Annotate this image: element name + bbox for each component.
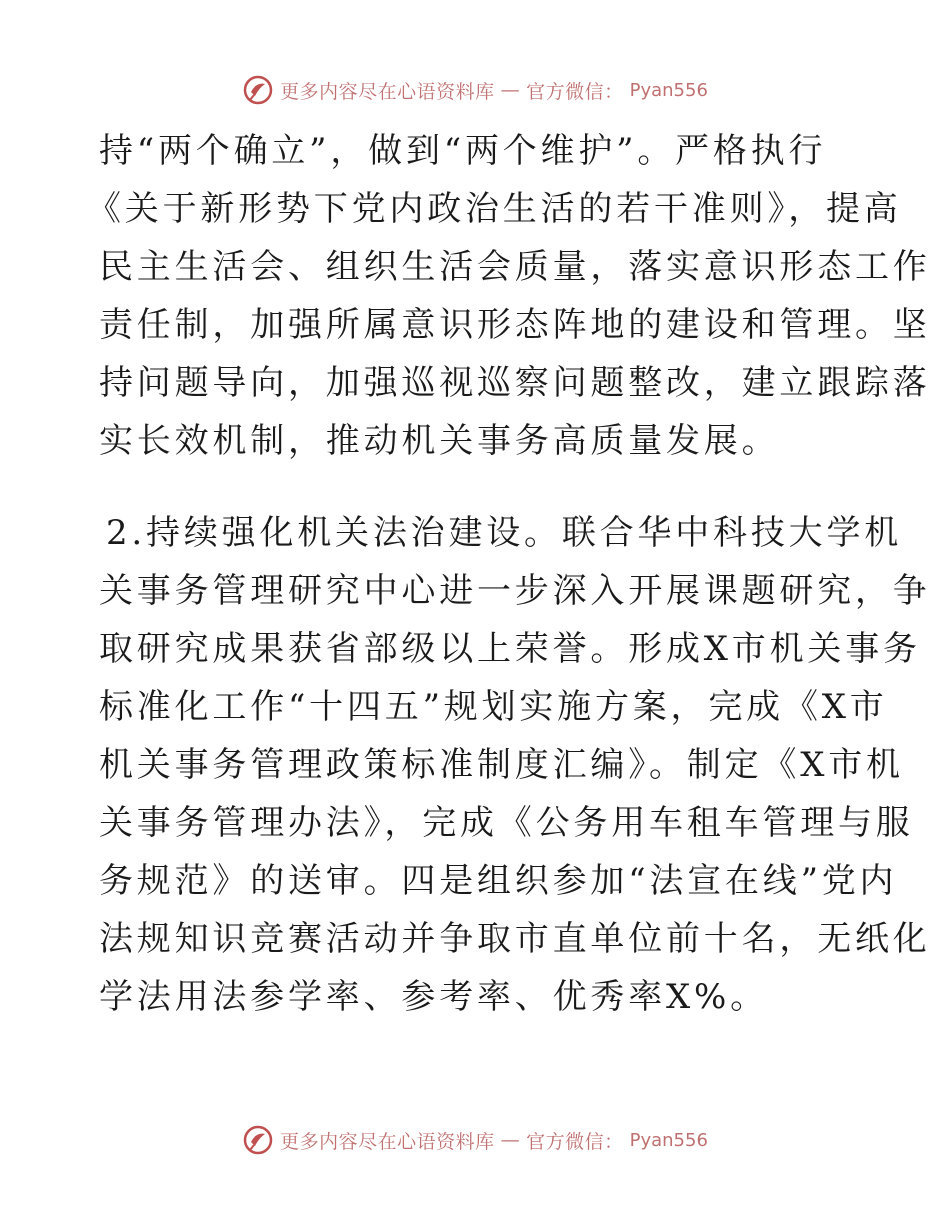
- watermark-separator: —: [500, 79, 521, 101]
- text-line: 持问题导向，加强巡视巡察问题整改，建立跟踪落: [99, 363, 931, 403]
- text-line: 务规范》的送审。四是组织参加“法宣在线”党内: [99, 861, 898, 901]
- text-line: 机关事务管理政策标准制度汇编》。制定《X市机: [99, 745, 904, 785]
- watermark-separator: —: [500, 1129, 521, 1151]
- watermark-logo-icon: [242, 1124, 274, 1156]
- watermark-title: 更多内容尽在心语资料库: [280, 1130, 495, 1153]
- text-line: 取研究成果获省部级以上荣誉。形成X市机关事务: [99, 629, 921, 669]
- text-line: 标准化工作“十四五”规划实施方案，完成《X市: [99, 687, 888, 727]
- text-line: 责任制，加强所属意识形态阵地的建设和管理。坚: [99, 305, 931, 345]
- paragraph-1: [87, 122, 931, 470]
- text-line: 民主生活会、组织生活会质量，落实意识形态工作: [99, 247, 931, 287]
- watermark-label: 官方微信：: [526, 80, 624, 103]
- text-line: 2.持续强化机关法治建设。联合华中科技大学机: [106, 513, 903, 553]
- watermark-title: 更多内容尽在心语资料库: [280, 80, 495, 103]
- text-line: 法规知识竞赛活动并争取市直单位前十名，无纸化: [99, 919, 931, 959]
- watermark-wechat-id: Pyan556: [629, 79, 708, 101]
- text-line: 关事务管理研究中心进一步深入开展课题研究，争: [99, 571, 931, 611]
- text-line: 实长效机制，推动机关事务高质量发展。: [99, 421, 780, 461]
- text-line: 《关于新形势下党内政治生活的若干准则》，提高: [87, 189, 902, 229]
- text-line: 持“两个确立”，做到“两个维护”。严格执行: [99, 131, 827, 171]
- footer-watermark: [0, 1120, 950, 1160]
- watermark-label: 官方微信：: [526, 1130, 624, 1153]
- watermark-wechat-id: Pyan556: [629, 1129, 708, 1151]
- text-line: 学法用法参学率、参考率、优秀率X%。: [99, 977, 768, 1017]
- paragraph-2: [99, 504, 931, 1026]
- watermark-logo-icon: [242, 74, 274, 106]
- document-body: [87, 122, 931, 1026]
- text-line: 关事务管理办法》，完成《公务用车租车管理与服: [99, 803, 914, 843]
- header-watermark: [0, 70, 950, 110]
